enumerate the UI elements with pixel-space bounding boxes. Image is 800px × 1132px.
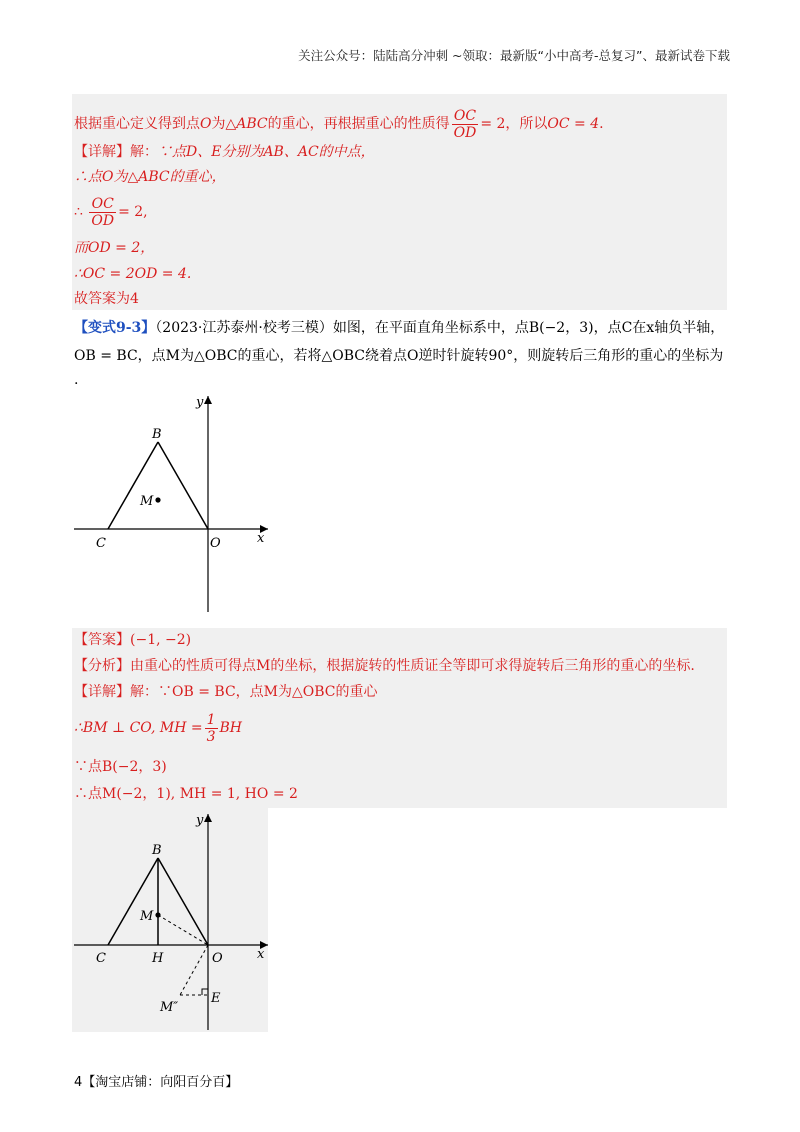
detail-line-2: ∴BM ⊥ CO, MH = $\frac{1}{3}$ BH bbox=[74, 711, 243, 745]
problem-tag: 【变式9-3】 bbox=[74, 320, 156, 336]
detail-line-1: 【详解】解：∵OB = BC，点M为△OBC的重心 bbox=[74, 684, 378, 700]
fig2-label-o: O bbox=[212, 951, 223, 966]
fig2-label-y: y bbox=[196, 813, 204, 828]
fig1-label-y: y bbox=[196, 395, 204, 410]
fig2-label-m: M bbox=[140, 909, 154, 924]
fraction-oc-od: $\frac{OC}{OD}$ bbox=[453, 107, 477, 141]
fig2-label-e: E bbox=[211, 991, 221, 1006]
solution-line-6: ∴OC = 2OD = 4. bbox=[74, 266, 192, 282]
fig2-label-m2: M″ bbox=[160, 1000, 179, 1015]
fig2-label-h: H bbox=[152, 951, 164, 966]
problem-line-3: . bbox=[74, 372, 79, 388]
solution-line-7: 故答案为4 bbox=[74, 291, 139, 307]
analysis-line: 【分析】由重心的性质可得点M的坐标，根据旋转的性质证全等即可求得旋转后三角形的重心的坐标. bbox=[74, 658, 695, 674]
figure-1 bbox=[70, 390, 280, 620]
detail-line-4: ∴点M(−2，1), MH = 1, HO = 2 bbox=[74, 786, 298, 802]
answer-line: 【答案】(−1, −2) bbox=[74, 632, 192, 648]
fig2-label-x: x bbox=[257, 947, 265, 962]
solution-line-3: ∴点O为△ABC的重心， bbox=[74, 169, 226, 185]
solution-line-5: 而OD = 2， bbox=[74, 240, 155, 256]
fig1-label-c: C bbox=[96, 536, 106, 551]
fraction-oc-od-2: $\frac{OC}{OD}$ bbox=[91, 195, 115, 229]
problem-line-1: 【变式9-3】（2023·江苏泰州·校考三模）如图，在平面直角坐标系中，点B(−2，3)，点C在x轴负半轴， bbox=[74, 320, 725, 336]
fig2-label-b: B bbox=[152, 843, 162, 858]
fig2-label-c: C bbox=[96, 951, 106, 966]
fig1-label-x: x bbox=[257, 531, 265, 546]
figure-2 bbox=[70, 808, 280, 1032]
fig1-label-b: B bbox=[152, 427, 162, 442]
page-header: 关注公众号：陆陆高分冲刺 ~领取：最新版“小中高考-总复习”、最新试卷下载 bbox=[298, 48, 730, 63]
shop-label: 【淘宝店铺：向阳百分百】 bbox=[82, 1075, 239, 1090]
solution-line-4: ∴ $\frac{OC}{OD}$ = 2, bbox=[74, 195, 148, 229]
problem-line-2: OB = BC，点M为△OBC的重心，若将△OBC绕着点O逆时针旋转90°，则旋转后三角形的重心的坐标为 bbox=[74, 348, 724, 364]
page-number: 4 bbox=[74, 1075, 83, 1090]
fig1-label-m: M bbox=[140, 494, 154, 509]
solution-line-1: 根据重心定义得到点O为△ABC的重心，再根据重心的性质得 $\frac{OC}{OD}$ = 2，所以OC = 4. bbox=[74, 107, 604, 141]
solution-line-2: 【详解】解：∵点D、E分别为AB、AC的中点， bbox=[74, 144, 375, 160]
fig1-label-o: O bbox=[210, 536, 221, 551]
fraction-one-third: $\frac{1}{3}$ bbox=[206, 711, 216, 745]
page-footer bbox=[74, 1071, 238, 1090]
detail-line-3: ∵点B(−2，3) bbox=[74, 759, 167, 775]
